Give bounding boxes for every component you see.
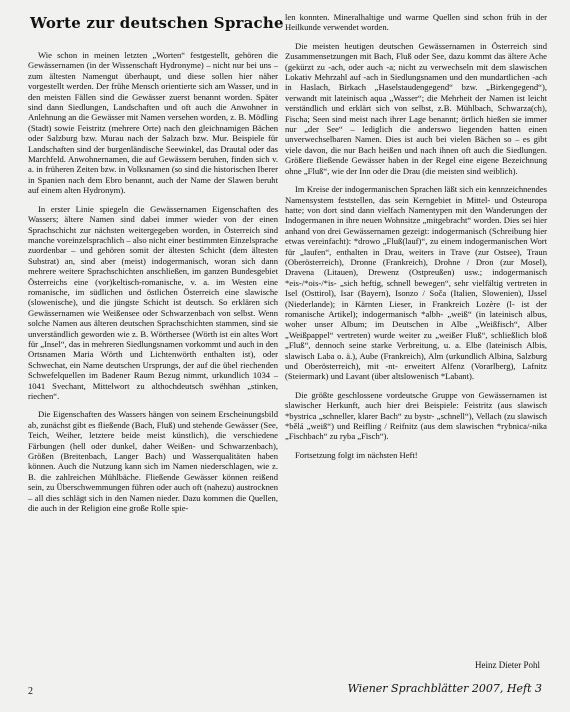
paragraph: Fortsetzung folgt im nächsten Heft! xyxy=(295,449,418,460)
journal-footer: Wiener Sprachblätter 2007, Heft 3 xyxy=(347,682,542,695)
article-title: Worte zur deutschen Sprache xyxy=(30,14,284,32)
paragraph: Die Eigenschaften des Wassers hängen von seinem Erscheinungsbild ab, zunächst gibt es fließende (Bach, Fluß) und stehende Gewässer (See, Teich, Weiher, letztere beide meist künstlich), die verschiedene Färbungen (hell oder dunkel, daher Weißen- und Schwarzenbach), Größen (Breitenbach, Langer Bach) und Wasserqualitäten haben können. Auch die Nutzung kann sich im Namen niederschlagen, wie z. B. die zahlreichen Mühlbäche. Fließende Gewässer können reißend sein, zu Überschwemmungen führen oder auch oft (nahezu) austrocknen – all dies schlägt sich in den Namen nieder. Dazu kommen die Quellen, die auch in der Religion eine große Rolle spie- xyxy=(28,409,278,514)
paragraph: In erster Linie spiegeln die Gewässernamen Eigenschaften des Wassers; ältere Namen sind dabei immer wieder von der einen Sprachschicht zur nächsten weitergegeben worden, in Österreich sind manche voreinzelsprachlich – also nicht einer bestimmten Einzelsprache zuordenbar – und gehören somit der ältesten Schicht (dem ältesten Substrat) an, sind aber (meist) indogermanisch, woran sich dann mehrere weitere Sprachschichten anschließen, im ganzen Bundesgebiet Österreichs eine (vor)keltisch-romanische, v. a. im Westen eine romanische, im südlichen und östlichen Österreich eine slawische (slowenische), und die jüngste Schicht ist deutsch. So erklären sich Gewässernamen wie Weißensee oder Schwarzenbach von selbst. Wenn solche Namen aus älteren deutschen Sprachschichten stammen, sind sie unverständlich geworden wie z. B. Wörthersee (Wörth ist ein altes Wort für „Insel“, das in mehreren Siedlungsnamen vorkommt und auch in den Ortsnamen Maria Wörth und Lichtenwörth enthalten ist), oder Schwechat, ein Name deutschen Ursprungs, der auf die übel riechenden Schwefelquellen im Badener Raum Bezug nimmt, urkundlich 1034 – 1041 Svechant, Mittelwort zu althochdeutsch swëhhan „stinken, riechen“. xyxy=(28,203,278,401)
author-signature: Heinz Dieter Pohl xyxy=(475,660,540,670)
paragraph: Im Kreise der indogermanischen Sprachen läßt sich ein kennzeichnendes Namensystem feststellen, das sein Kerngebiet in Mittel- und Osteuropa hatte; von dort sind dann vielfach Namentypen mit den Wanderungen der Indogermanen in ihre neuen Wohnsitze „mitgebracht“ worden. Dies sei hier anhand von drei Gewässernamen gezeigt: indogermanisch (Schreibung hier etwas vereinfacht): *drowo „Fluß(lauf)“, zu einem indogermanischen Wort für „laufen“, enthalten in Drau, weiters in Trave (zur Ostsee), Traun (Oberösterreich), Dronne (Frankreich), Drohne / Dron (zur Mosel), Dravena (Litauen), Drewenz (Ostpreußen) usw.; indogermanisch *eis-/*ois-/*is- „sich heftig, schnell bewegen“, sehr vielfältig vertreten in Isel (Osttirol), Isar (Bayern), Isonzo / Soča (Italien, Slowenien), IJssel (Niederlande); in Kärnten Lieser, in Frankreich Lozère (l- ist der romanische Artikel); indogermanisch *albh- „weiß“ (in lateinisch albus, woher unser Album; im Deutschen in Albe „Weißfisch“, Alber „Weißpappel“ vertreten) wurde weiter zu „weißer Fluß“, schließlich bloß „Fluß“, dennoch seine starke Verbreitung, u. a. Elbe (lateinisch Albis, slawisch Laba o. ä.), Aube (Frankreich), Alm (urkundlich Albina, Salzburg und Oberösterreich), mit -nt- erweitert Alfenz (Vorarlberg), Lafnitz (Steiermark) und Lavant (über altslowenisch *Labant). xyxy=(285,184,547,382)
paragraph: len konnten. Mineralhaltige und warme Quellen sind schon früh in der Heilkunde verwendet worden. xyxy=(285,12,547,33)
paragraph: Die meisten heutigen deutschen Gewässernamen in Österreich sind Zusammensetzungen mit Bach, Fluß oder See, dazu kommt das ältere Ache (gekürzt zu -ach, oder auch -a; nicht zu verwechseln mit dem slawischen Lokativ Mehrzahl auf -ach in Siedlungsnamen und den mundartlichen -ach in Haslach, Birkach „Haselstaudengegend“ bzw. „Birkengegend“), verwandt mit lateinisch aqua „Wasser“; die Mehrheit der Namen ist leicht verständlich und erklärt sich von selbst, z.B. Mühlbach, Schwarza(ch), Fischa; Seen sind meist nach ihrer Lage benannt; örtlich hießen sie immer nur „der See“ – lediglich die anderswo liegenden hatten einen unverwechselbaren Namen. Dies ist auch bei vielen Bächen so – es gibt viele davon, die nur Bach heißen und nach ihnen oft auch die Siedlungen. Größere fließende Gewässer haben in der Regel eine eigene Bezeichnung ohne „Fluß“, wie der Inn oder die Drau (die meisten sind weiblich). xyxy=(285,40,547,176)
paragraph: Die größte geschlossene vordeutsche Gruppe von Gewässernamen ist slawischer Herkunft, auch hier drei Beispiele: Feistritz (aus slawisch *bystrica „schneller, klarer Bach“ zu bystr- „schnell“), Vellach (zu slawisch *bělá „weiß“) und Reifling / Reifnitz (aus dem slawischen *rybnica/-nika „Fischbach“ zu ryba „Fisch“). xyxy=(285,389,547,442)
page-number: 2 xyxy=(28,686,33,697)
paragraph: Wie schon in meinen letzten „Worten“ festgestellt, gehören die Gewässernamen (in der Wissenschaft Hydronyme) – nicht nur bei uns – zum ältesten Namengut überhaupt, und diese sollen hier näher vorgestellt werden. Der frühe Mensch orientierte sich am Wasser, und in den meisten Fällen sind die Gewässer zuerst benannt worden. Später sind dann Siedlungen, Landschaften und oft auch die Anwohner in Anlehnung an die Gewässer mit Namen versehen worden, z. B. Mödling (Stadt) sowie Feistritz (mehrere Orte) nach den gleichnamigen Bächen oder Salzburg bzw. Murau nach der Salzach bzw. Mur. Beispiele für Landschaften sind der burgenländische Seewinkel, das Drautal oder das Marchfeld. Anwohnernamen, die auf Gewässern beruhen, finden sich v. a. in früheren Zeiten bzw. in Volksnamen (so sind die historischen Iberer in Spanien nach dem Ebro benannt, auch der Name der Slawen beruht auf einem alten Hydronym). xyxy=(28,50,278,196)
right-column xyxy=(285,12,547,468)
left-column xyxy=(28,50,278,521)
